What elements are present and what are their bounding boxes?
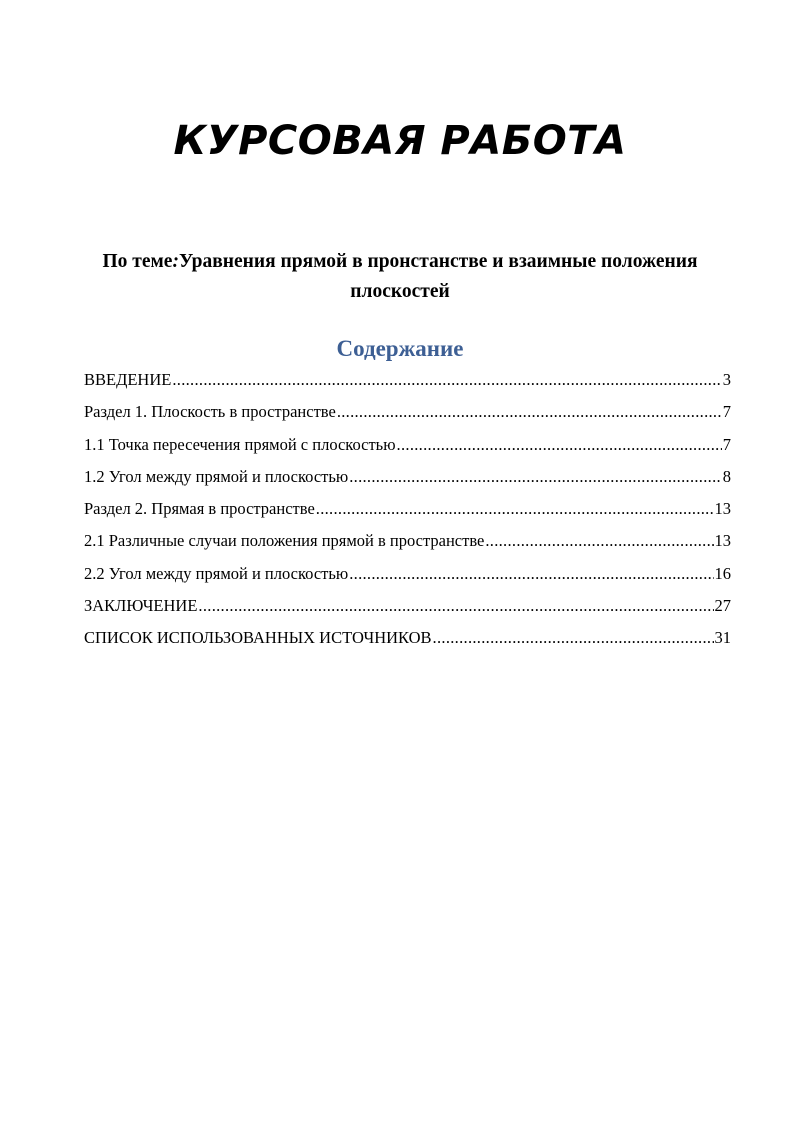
toc-entry[interactable] xyxy=(84,562,731,594)
toc-dot-leader xyxy=(316,497,714,521)
toc-entry-page: 16 xyxy=(714,563,731,583)
toc-dot-leader xyxy=(198,594,713,618)
toc-entry-page: 7 xyxy=(722,434,731,454)
toc-entry-title: ЗАКЛЮЧЕНИЕ xyxy=(84,596,198,616)
toc-entry[interactable] xyxy=(84,400,731,432)
table-of-contents xyxy=(84,368,731,659)
toc-dot-leader xyxy=(349,465,722,489)
toc-entry-title: 2.1 Различные случаи положения прямой в пространстве xyxy=(84,531,485,551)
toc-entry-title: СПИСОК ИСПОЛЬЗОВАННЫХ ИСТОЧНИКОВ xyxy=(84,628,432,648)
toc-entry-title: 1.1 Точка пересечения прямой с плоскостью xyxy=(84,434,396,454)
toc-entry-page: 7 xyxy=(722,402,731,422)
toc-entry-page: 3 xyxy=(722,370,731,389)
toc-entry-page: 31 xyxy=(714,628,731,648)
toc-entry-page: 13 xyxy=(714,499,731,519)
toc-entry-page: 13 xyxy=(714,531,731,551)
toc-entry[interactable] xyxy=(84,368,731,400)
toc-dot-leader xyxy=(349,562,713,586)
toc-entry-title: Раздел 2. Прямая в пространстве xyxy=(84,499,315,519)
toc-entry-title: ВВЕДЕНИЕ xyxy=(84,370,172,389)
toc-entry-title: Раздел 1. Плоскость в пространстве xyxy=(84,402,336,422)
toc-heading: Содержание xyxy=(336,336,464,361)
toc-dot-leader xyxy=(485,529,713,553)
toc-entry-page: 8 xyxy=(722,466,731,486)
toc-entry[interactable] xyxy=(84,465,731,497)
toc-entry[interactable] xyxy=(84,433,731,465)
topic-colon: : xyxy=(172,251,179,272)
toc-entry-title: 2.2 Угол между прямой и плоскостью xyxy=(84,563,349,583)
toc-entry[interactable] xyxy=(84,594,731,626)
toc-dot-leader xyxy=(397,433,722,457)
toc-entry[interactable] xyxy=(84,626,731,658)
toc-entry-title: 1.2 Угол между прямой и плоскостью xyxy=(84,466,349,486)
toc-dot-leader xyxy=(172,368,721,392)
topic-prefix: По теме xyxy=(102,251,173,272)
toc-entry-page: 27 xyxy=(714,596,731,616)
toc-dot-leader xyxy=(433,626,714,650)
topic-text: Уравнения прямой в пронстанстве и взаимные положения плоскостей xyxy=(178,251,698,302)
topic-line xyxy=(100,247,700,307)
toc-dot-leader xyxy=(337,400,722,424)
document-title: КУРСОВАЯ РАБОТА xyxy=(173,118,627,164)
toc-entry[interactable] xyxy=(84,529,731,561)
toc-entry[interactable] xyxy=(84,497,731,529)
